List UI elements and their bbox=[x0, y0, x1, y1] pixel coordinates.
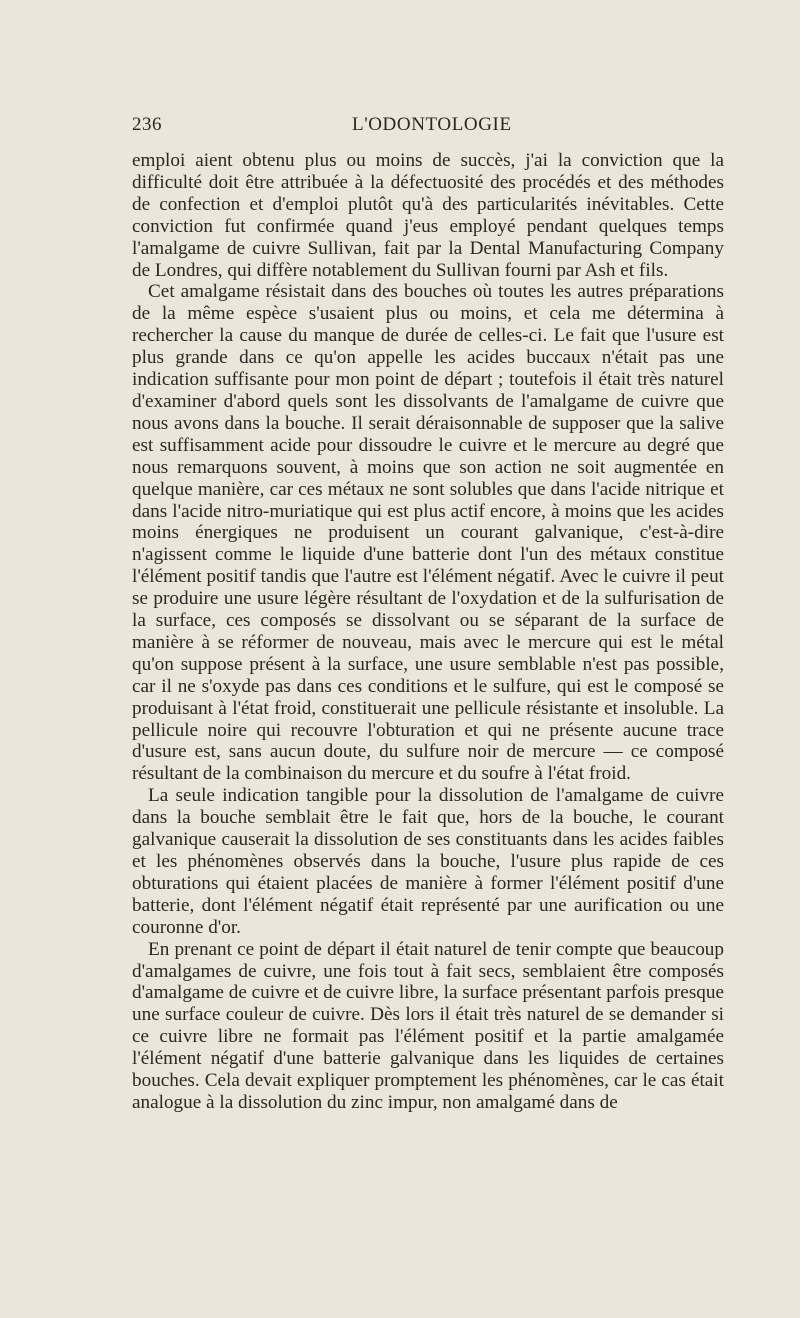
paragraph: emploi aient obtenu plus ou moins de succès, j'ai la conviction que la difficulté doit être attribuée à la défectuosité des procédés et des méthodes de confection et d'emploi plutôt qu'à des particularités inévitables. Cette conviction fut confirmée quand j'eus employé pendant quelques temps l'amalgame de cuivre Sullivan, fait par la Dental Manufacturing Company de Londres, qui diffère notablement du Sullivan fourni par Ash et fils. bbox=[132, 150, 724, 281]
paragraph: En prenant ce point de départ il était naturel de tenir compte que beaucoup d'amalgames de cuivre, une fois tout à fait secs, semblaient être composés d'amalgame de cuivre et de cuivre libre, la surface présentant parfois presque une surface couleur de cuivre. Dès lors il était très naturel de se demander si ce cuivre libre ne formait pas l'élément positif et la partie amalgamée l'élément négatif d'une batterie galvanique dans les liquides de certaines bouches. Cela devait expliquer promptement les phénomènes, car le cas était analogue à la dissolution du zinc impur, non amalgamé dans de bbox=[132, 938, 724, 1113]
paragraph: Cet amalgame résistait dans des bouches où toutes les autres préparations de la même espèce s'usaient plus ou moins, et cela me détermina à rechercher la cause du manque de durée de celles-ci. Le fait que l'usure est plus grande dans ce qu'on appelle les acides buccaux n'était pas une indication suffisante pour mon point de départ ; toutefois il était très naturel d'examiner d'abord quels sont les dissolvants de l'amalgame de cuivre que nous avons dans la bouche. Il serait déraisonnable de supposer que la salive est suffisamment acide pour dissoudre le cuivre et le mercure au degré que nous remarquons souvent, à moins que son action ne soit augmentée en quelque manière, car ces métaux ne sont solubles que dans l'acide nitrique et dans l'acide nitro-muriatique qui est plus actif encore, à moins que les acides moins énergiques ne produisent un courant galvanique, c'est-à-dire n'agissent comme le liquide d'une batterie dont l'un des métaux constitue l'élément positif tandis que l'autre est l'élément négatif. Avec le cuivre il peut se produire une usure légère résultant de l'oxydation et de la sulfurisation de la surface, ces composés se dissolvant ou se séparant de la surface de manière à se réformer de nouveau, mais avec le mercure qui est le métal qu'on suppose présent à la surface, une usure semblable n'est pas possible, car il ne s'oxyde pas dans ces conditions et le sulfure, qui est le composé se produisant à l'état froid, constituerait une pellicule résistante et insoluble. La pellicule noire qui recouvre l'obturation et qui ne présente aucune trace d'usure est, sans aucun doute, du sulfure noir de mercure — ce composé résultant de la combinaison du mercure et du soufre à l'état froid. bbox=[132, 281, 724, 785]
page-header bbox=[132, 114, 724, 142]
running-title: L'ODONTOLOGIE bbox=[352, 114, 512, 135]
page-number: 236 bbox=[132, 114, 162, 135]
body-text bbox=[132, 150, 724, 1114]
paragraph: La seule indication tangible pour la dissolution de l'amalgame de cuivre dans la bouche semblait être le fait que, hors de la bouche, le courant galvanique causerait la dissolution de ses constituants dans les acides faibles et les phénomènes observés dans la bouche, l'usure plus rapide de ces obturations qui étaient placées de manière à former l'élément positif d'une batterie, dont l'élément négatif était représenté par une aurification ou une couronne d'or. bbox=[132, 785, 724, 938]
